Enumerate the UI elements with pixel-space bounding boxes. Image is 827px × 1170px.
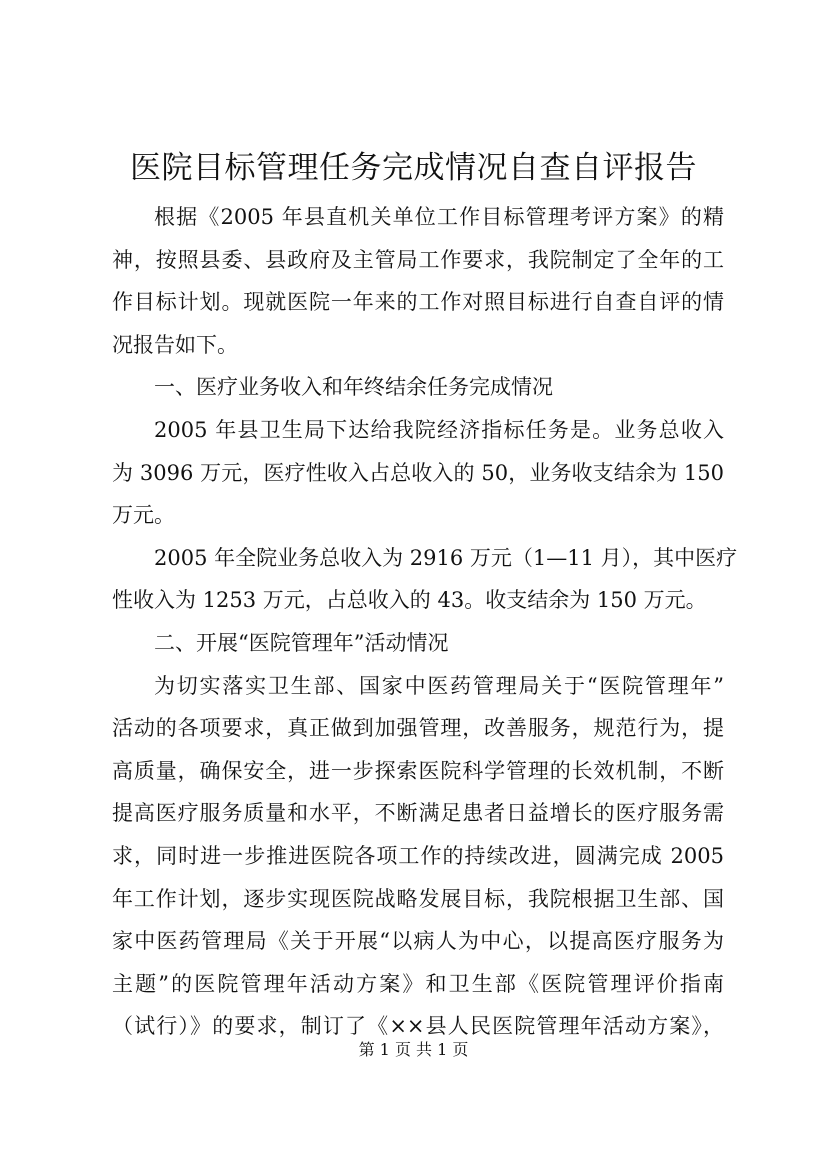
document-title: 医院目标管理任务完成情况自查自评报告 <box>130 150 697 186</box>
text-line: 提高医疗服务质量和水平，不断满足患者日益增长的医疗服务需 <box>112 801 724 826</box>
text-line: 为切实落实卫生部、国家中医药管理局关于“医院管理年” <box>154 673 724 698</box>
text-line: 性收入为 1253 万元，占总收入的 43。收支结余为 150 万元。 <box>112 588 707 613</box>
text-line: 况报告如下。 <box>112 332 238 357</box>
text-line: 作目标计划。现就医院一年来的工作对照目标进行自查自评的情 <box>112 290 724 315</box>
text-line: 万元。 <box>112 503 175 528</box>
text-line: 神，按照县委、县政府及主管局工作要求，我院制定了全年的工 <box>112 247 724 272</box>
document-body <box>112 196 738 1048</box>
text-line: （试行）》的要求，制订了《××县人民医院管理年活动方案》， <box>112 1014 724 1039</box>
text-line: 2005 年全院业务总收入为 2916 万元（1—11 月），其中医疗 <box>154 545 738 570</box>
text-line: 家中医药管理局《关于开展“以病人为中心，以提高医疗服务为 <box>112 929 724 954</box>
text-line: 主题”的医院管理年活动方案》和卫生部《医院管理评价指南 <box>112 971 724 996</box>
text-line: 一、医疗业务收入和年终结余任务完成情况 <box>154 375 553 400</box>
text-line: 活动的各项要求，真正做到加强管理，改善服务，规范行为，提 <box>112 716 724 741</box>
text-line: 为 3096 万元，医疗性收入占总收入的 50，业务收支结余为 150 <box>112 460 724 485</box>
text-line: 求，同时进一步推进医院各项工作的持续改进，圆满完成 2005 <box>112 843 724 868</box>
text-line: 根据《2005 年县直机关单位工作目标管理考评方案》的精 <box>154 205 724 229</box>
text-line: 高质量，确保安全，进一步探索医院科学管理的长效机制，不断 <box>112 758 724 783</box>
page-footer: 第 1 页 共 1 页 <box>358 1040 469 1059</box>
text-line: 2005 年县卫生局下达给我院经济指标任务是。业务总收入 <box>154 417 724 442</box>
text-line: 年工作计划，逐步实现医院战略发展目标，我院根据卫生部、国 <box>112 886 724 911</box>
text-line: 二、开展“医院管理年”活动情况 <box>154 630 449 655</box>
